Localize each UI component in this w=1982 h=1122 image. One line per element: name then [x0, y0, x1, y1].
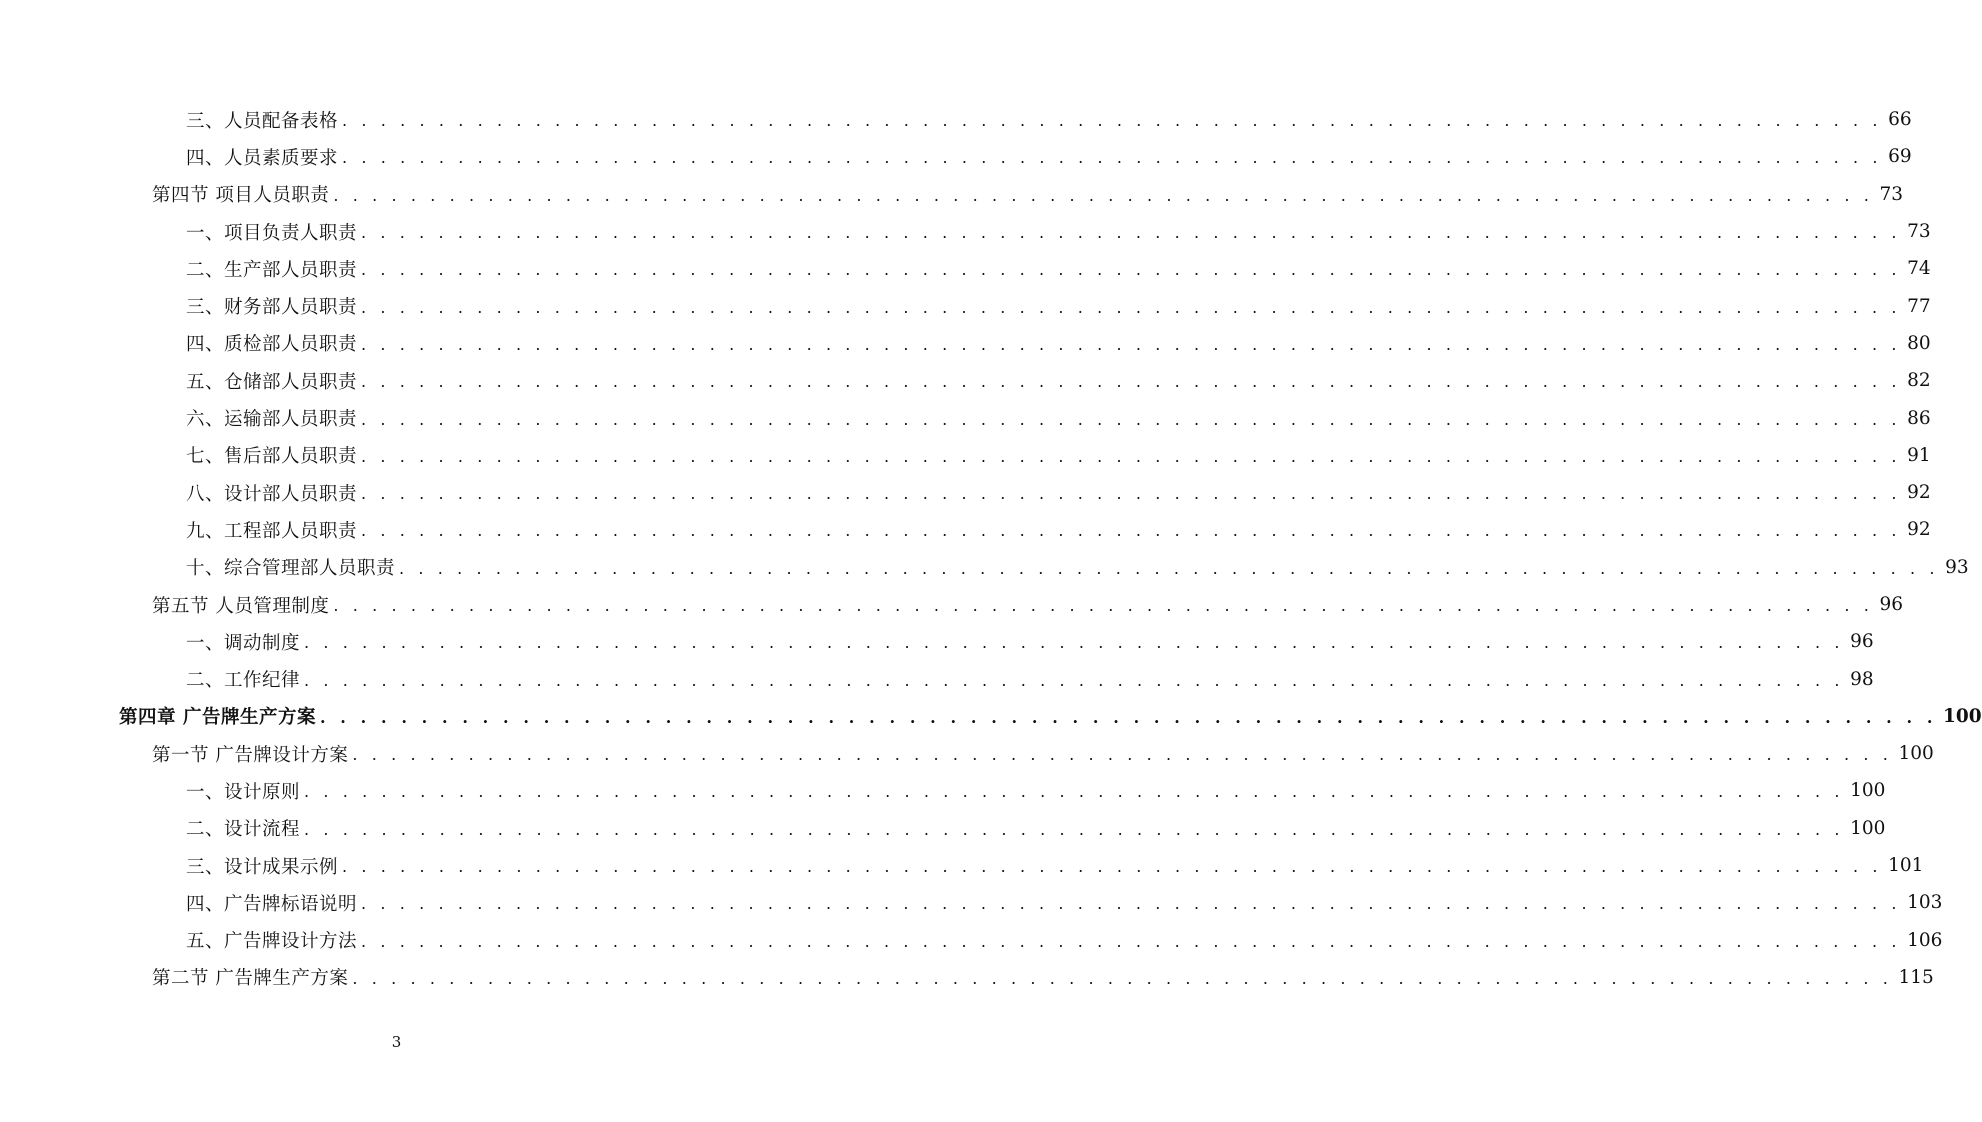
toc-subsection-entry[interactable]	[0, 437, 1931, 474]
table-of-contents	[0, 101, 1982, 996]
toc-dot-leader: . . . . . . . . . . . . . . . . . . . . . . . . . . . . . . . . . . . . . . . . . . . . . . . . . . . . . . . . . . . . . . . . . . . . . . . . . . . . . . . .	[361, 521, 1902, 541]
toc-subsection-entry[interactable]	[0, 287, 1931, 324]
toc-entry-page: 92	[1907, 482, 1931, 504]
toc-entry-title: 第二节 广告牌生产方案	[152, 968, 349, 990]
toc-entry-page: 92	[1907, 519, 1931, 541]
toc-subsection-entry[interactable]	[0, 250, 1931, 287]
toc-entry-page: 106	[1907, 929, 1943, 951]
toc-entry-title: 第四节 项目人员职责	[152, 185, 330, 207]
toc-entry-title: 六、运输部人员职责	[186, 409, 358, 431]
toc-dot-leader: . . . . . . . . . . . . . . . . . . . . . . . . . . . . . . . . . . . . . . . . . . . . . . . . . . . . . . . . . . . . . . . . . . . . . . . . . . . . . . . .	[361, 297, 1902, 317]
toc-dot-leader: . . . . . . . . . . . . . . . . . . . . . . . . . . . . . . . . . . . . . . . . . . . . . . . . . . . . . . . . . . . . . . . . . . . . . . . . . . . . . . . .	[304, 819, 1845, 839]
toc-dot-leader: . . . . . . . . . . . . . . . . . . . . . . . . . . . . . . . . . . . . . . . . . . . . . . . . . . . . . . . . . . . . . . . . . . . . . . . . . . . . . . . .	[361, 334, 1902, 354]
toc-subsection-entry[interactable]	[0, 772, 1886, 809]
toc-dot-leader: . . . . . . . . . . . . . . . . . . . . . . . . . . . . . . . . . . . . . . . . . . . . . . . . . . . . . . . . . . . . . . . . . . . . . . . . . . . . . . . .	[304, 633, 1845, 653]
toc-dot-leader: . . . . . . . . . . . . . . . . . . . . . . . . . . . . . . . . . . . . . . . . . . . . . . . . . . . . . . . . . . . . . . . . . . . . . . . . . . . . . . . .	[319, 707, 1938, 727]
toc-entry-page: 93	[1945, 556, 1969, 578]
toc-entry-page: 100	[1850, 817, 1886, 839]
toc-entry-page: 74	[1907, 258, 1931, 280]
toc-subsection-entry[interactable]	[0, 325, 1931, 362]
toc-dot-leader: . . . . . . . . . . . . . . . . . . . . . . . . . . . . . . . . . . . . . . . . . . . . . . . . . . . . . . . . . . . . . . . . . . . . . . . . . . . . . . . .	[333, 185, 1874, 205]
toc-entry-page: 100	[1850, 780, 1886, 802]
toc-entry-title: 七、售后部人员职责	[186, 446, 358, 468]
toc-section-entry[interactable]	[0, 586, 1904, 623]
toc-entry-title: 三、人员配备表格	[186, 110, 339, 132]
toc-entry-title: 第五节 人员管理制度	[152, 595, 330, 617]
toc-dot-leader: . . . . . . . . . . . . . . . . . . . . . . . . . . . . . . . . . . . . . . . . . . . . . . . . . . . . . . . . . . . . . . . . . . . . . . . . . . . . . . . .	[352, 968, 1893, 988]
toc-dot-leader: . . . . . . . . . . . . . . . . . . . . . . . . . . . . . . . . . . . . . . . . . . . . . . . . . . . . . . . . . . . . . . . . . . . . . . . . . . . . . . . .	[361, 931, 1902, 951]
toc-entry-title: 八、设计部人员职责	[186, 483, 358, 505]
toc-entry-title: 二、设计流程	[186, 819, 301, 841]
toc-dot-leader: . . . . . . . . . . . . . . . . . . . . . . . . . . . . . . . . . . . . . . . . . . . . . . . . . . . . . . . . . . . . . . . . . . . . . . . . . . . . . . . .	[361, 223, 1902, 243]
toc-subsection-entry[interactable]	[0, 138, 1912, 175]
toc-dot-leader: . . . . . . . . . . . . . . . . . . . . . . . . . . . . . . . . . . . . . . . . . . . . . . . . . . . . . . . . . . . . . . . . . . . . . . . . . . . . . . . .	[361, 894, 1902, 914]
toc-entry-title: 一、设计原则	[186, 781, 301, 803]
toc-dot-leader: . . . . . . . . . . . . . . . . . . . . . . . . . . . . . . . . . . . . . . . . . . . . . . . . . . . . . . . . . . . . . . . . . . . . . . . . . . . . . . . .	[342, 148, 1883, 168]
toc-subsection-entry[interactable]	[0, 362, 1931, 399]
toc-entry-page: 86	[1907, 407, 1931, 429]
toc-dot-leader: . . . . . . . . . . . . . . . . . . . . . . . . . . . . . . . . . . . . . . . . . . . . . . . . . . . . . . . . . . . . . . . . . . . . . . . . . . . . . . . .	[333, 596, 1874, 615]
toc-entry-page: 73	[1879, 183, 1904, 205]
toc-section-entry[interactable]	[0, 176, 1904, 213]
toc-section-entry[interactable]	[0, 735, 1934, 772]
toc-entry-page: 115	[1898, 966, 1934, 988]
toc-subsection-entry[interactable]	[0, 549, 1969, 586]
toc-entry-title: 二、工作纪律	[186, 670, 301, 692]
toc-entry-page: 96	[1879, 594, 1904, 615]
page-number: 3	[391, 1033, 402, 1051]
toc-entry-page: 100	[1943, 705, 1982, 727]
toc-dot-leader: . . . . . . . . . . . . . . . . . . . . . . . . . . . . . . . . . . . . . . . . . . . . . . . . . . . . . . . . . . . . . . . . . . . . . . . . . . . . . . . .	[342, 857, 1883, 877]
toc-subsection-entry[interactable]	[0, 399, 1931, 436]
toc-subsection-entry[interactable]	[0, 213, 1931, 250]
toc-chapter-entry[interactable]	[0, 698, 1982, 735]
toc-entry-title: 九、工程部人员职责	[186, 520, 358, 542]
toc-entry-title: 四、质检部人员职责	[186, 334, 358, 356]
toc-entry-page: 73	[1907, 221, 1931, 243]
toc-entry-title: 二、生产部人员职责	[186, 259, 358, 281]
toc-subsection-entry[interactable]	[0, 101, 1912, 138]
toc-subsection-entry[interactable]	[0, 922, 1943, 959]
toc-entry-title: 一、项目负责人职责	[186, 222, 358, 244]
toc-dot-leader: . . . . . . . . . . . . . . . . . . . . . . . . . . . . . . . . . . . . . . . . . . . . . . . . . . . . . . . . . . . . . . . . . . . . . . . . . . . . . . . .	[399, 558, 1940, 578]
toc-dot-leader: . . . . . . . . . . . . . . . . . . . . . . . . . . . . . . . . . . . . . . . . . . . . . . . . . . . . . . . . . . . . . . . . . . . . . . . . . . . . . . . .	[361, 260, 1902, 280]
toc-entry-page: 82	[1907, 370, 1931, 392]
toc-entry-page: 69	[1888, 146, 1912, 168]
toc-dot-leader: . . . . . . . . . . . . . . . . . . . . . . . . . . . . . . . . . . . . . . . . . . . . . . . . . . . . . . . . . . . . . . . . . . . . . . . . . . . . . . . .	[361, 484, 1902, 504]
toc-entry-page: 96	[1850, 631, 1874, 653]
toc-subsection-entry[interactable]	[0, 660, 1874, 697]
toc-entry-page: 101	[1888, 855, 1924, 877]
toc-dot-leader: . . . . . . . . . . . . . . . . . . . . . . . . . . . . . . . . . . . . . . . . . . . . . . . . . . . . . . . . . . . . . . . . . . . . . . . . . . . . . . . .	[304, 782, 1845, 802]
toc-entry-title: 第四章 广告牌生产方案	[119, 707, 316, 729]
toc-entry-page: 100	[1898, 743, 1934, 765]
toc-entry-page: 66	[1888, 109, 1912, 131]
toc-entry-title: 四、人员素质要求	[186, 147, 339, 169]
toc-dot-leader: . . . . . . . . . . . . . . . . . . . . . . . . . . . . . . . . . . . . . . . . . . . . . . . . . . . . . . . . . . . . . . . . . . . . . . . . . . . . . . . .	[361, 409, 1902, 429]
toc-entry-page: 77	[1907, 295, 1931, 317]
toc-section-entry[interactable]	[0, 959, 1934, 996]
toc-entry-title: 十、综合管理部人员职责	[186, 558, 396, 580]
toc-entry-title: 第一节 广告牌设计方案	[152, 744, 349, 766]
toc-subsection-entry[interactable]	[0, 474, 1931, 511]
toc-subsection-entry[interactable]	[0, 511, 1931, 548]
toc-dot-leader: . . . . . . . . . . . . . . . . . . . . . . . . . . . . . . . . . . . . . . . . . . . . . . . . . . . . . . . . . . . . . . . . . . . . . . . . . . . . . . . .	[342, 111, 1883, 131]
toc-subsection-entry[interactable]	[0, 884, 1943, 921]
toc-entry-title: 一、调动制度	[186, 632, 301, 654]
toc-entry-page: 98	[1850, 668, 1874, 690]
toc-entry-title: 五、广告牌设计方法	[186, 931, 358, 953]
toc-entry-title: 三、设计成果示例	[186, 856, 339, 878]
toc-entry-page: 103	[1907, 892, 1943, 914]
toc-dot-leader: . . . . . . . . . . . . . . . . . . . . . . . . . . . . . . . . . . . . . . . . . . . . . . . . . . . . . . . . . . . . . . . . . . . . . . . . . . . . . . . .	[304, 670, 1845, 690]
toc-subsection-entry[interactable]	[0, 623, 1874, 660]
toc-subsection-entry[interactable]	[0, 847, 1924, 884]
toc-entry-title: 五、仓储部人员职责	[186, 371, 358, 393]
toc-subsection-entry[interactable]	[0, 810, 1886, 847]
toc-entry-page: 80	[1907, 332, 1931, 354]
toc-dot-leader: . . . . . . . . . . . . . . . . . . . . . . . . . . . . . . . . . . . . . . . . . . . . . . . . . . . . . . . . . . . . . . . . . . . . . . . . . . . . . . . .	[361, 446, 1902, 466]
toc-entry-page: 91	[1907, 444, 1931, 466]
toc-dot-leader: . . . . . . . . . . . . . . . . . . . . . . . . . . . . . . . . . . . . . . . . . . . . . . . . . . . . . . . . . . . . . . . . . . . . . . . . . . . . . . . .	[352, 745, 1893, 765]
toc-dot-leader: . . . . . . . . . . . . . . . . . . . . . . . . . . . . . . . . . . . . . . . . . . . . . . . . . . . . . . . . . . . . . . . . . . . . . . . . . . . . . . . .	[361, 372, 1902, 392]
toc-entry-title: 四、广告牌标语说明	[186, 893, 358, 915]
toc-entry-title: 三、财务部人员职责	[186, 297, 358, 319]
